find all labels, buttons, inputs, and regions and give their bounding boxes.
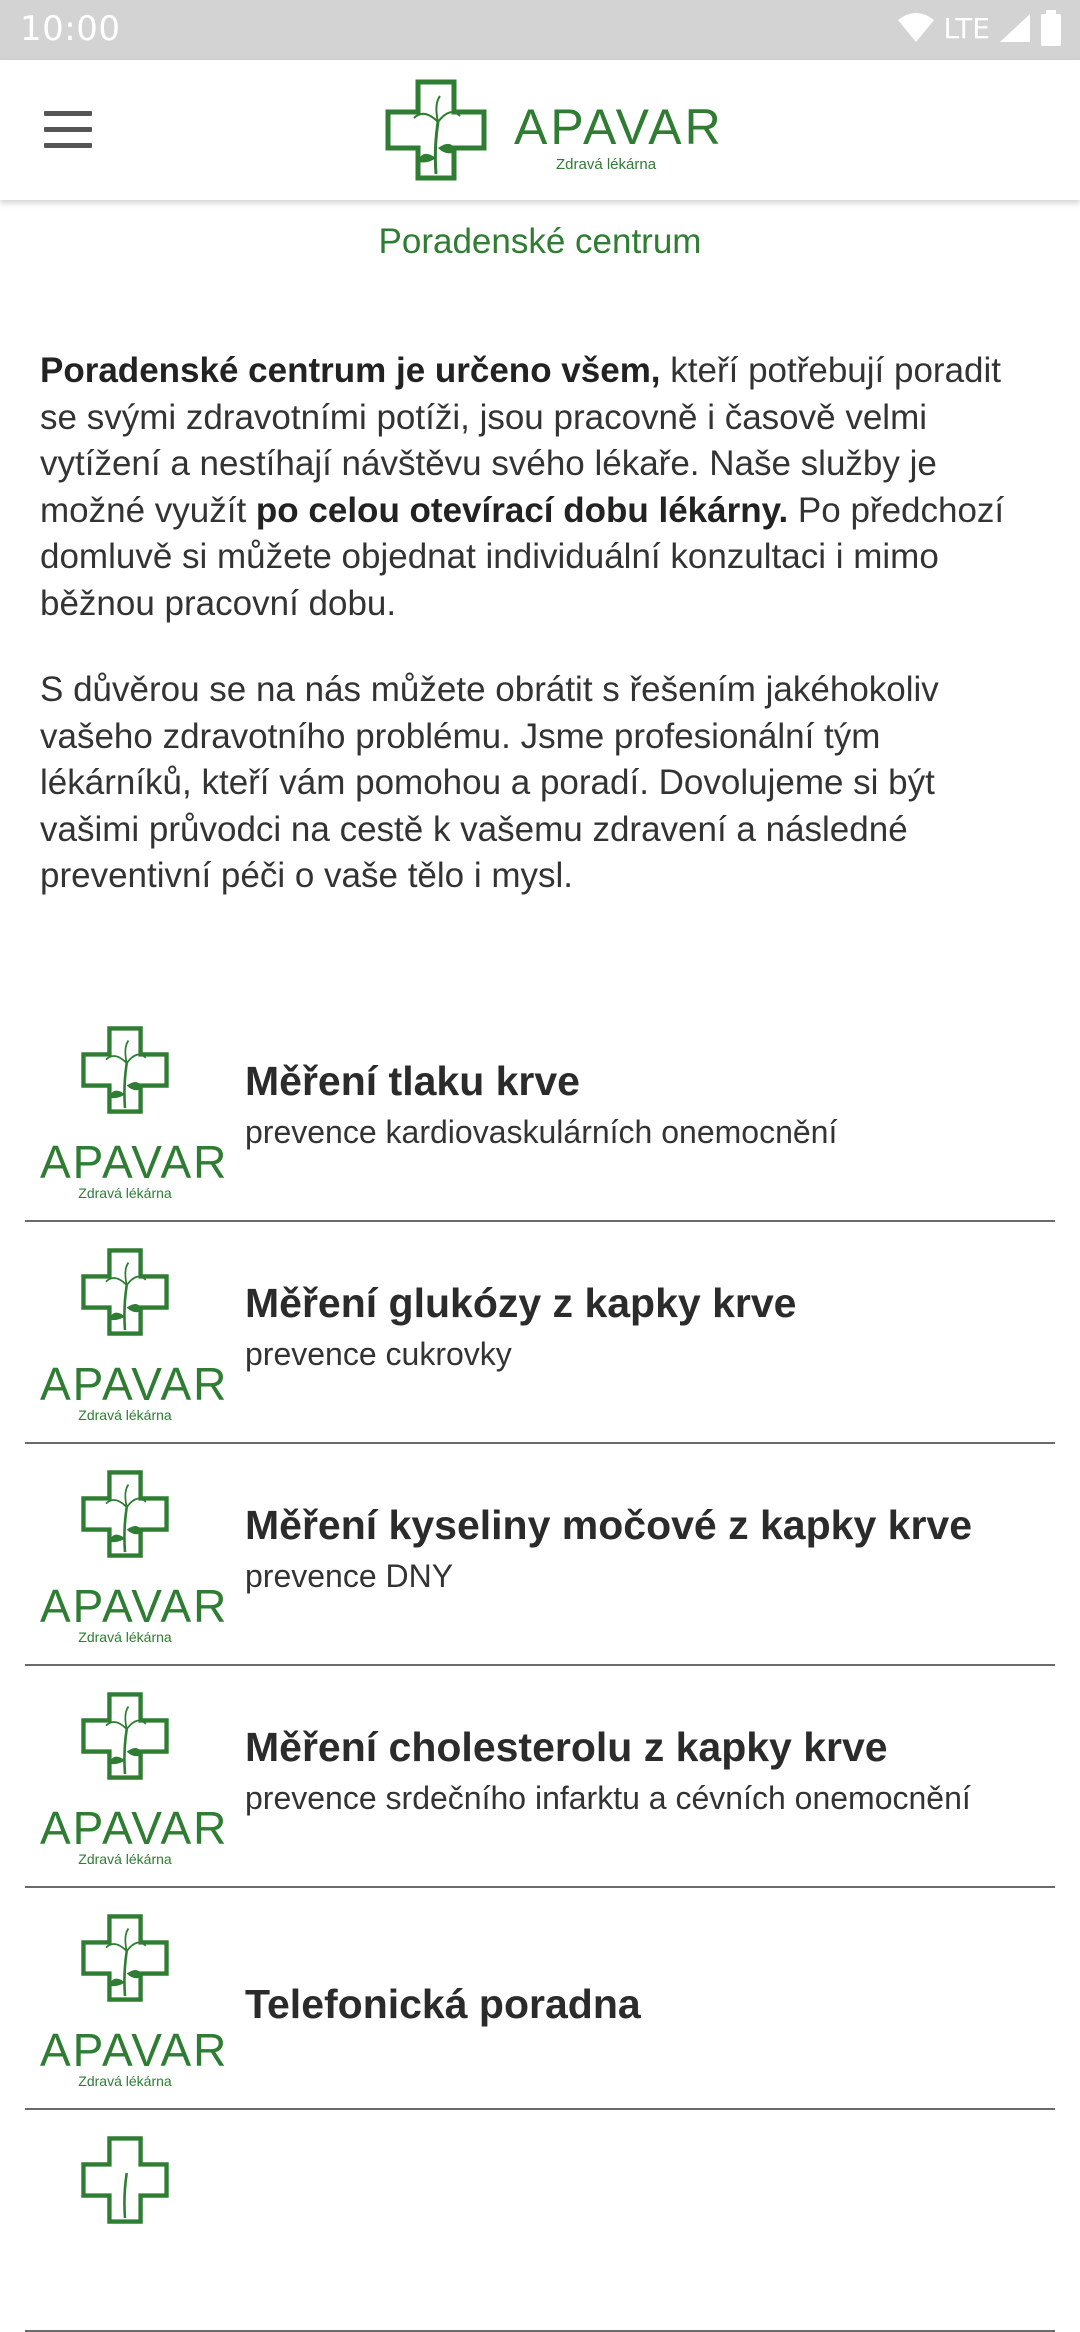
service-logo — [40, 1469, 229, 1645]
service-item-cholesterol[interactable] — [25, 1666, 1055, 1888]
intro-paragraph-2: S důvěrou se na nás můžete obrátit s řešením jakéhokoliv vašeho zdravotního problému. Jsme profesionální tým lékárníků, kteří vám pomohou a poradí. Dovolujeme si být vašimi průvodci na cestě k vašemu zdravení a následné preventivní péči o vaše tělo i mysl. — [40, 670, 939, 895]
status-icons — [897, 10, 1062, 46]
service-logo-brand: APAVAR — [40, 1802, 229, 1854]
services-list — [25, 1000, 1055, 2332]
service-logo-brand: APAVAR — [40, 1358, 229, 1410]
status-time: 10:00 — [20, 9, 121, 49]
menu-button[interactable] — [44, 111, 96, 151]
signal-icon — [998, 12, 1032, 44]
cross-logo-icon — [384, 78, 488, 182]
intro-bold-2: po celou otevírací dobu lékárny. — [255, 490, 789, 530]
service-logo — [40, 1913, 229, 2089]
brand-name: APAVAR — [514, 99, 724, 155]
header-logo[interactable] — [384, 78, 724, 184]
service-logo — [40, 1025, 229, 1201]
service-title: Telefonická poradna — [245, 1981, 641, 2027]
cross-logo-icon — [80, 1913, 170, 2003]
service-logo — [40, 2135, 210, 2305]
hamburger-icon — [44, 111, 92, 116]
service-subtitle: prevence srdečního infarktu a cévních onemocnění — [245, 1780, 971, 1816]
intro-paragraph-1 — [40, 348, 1040, 627]
wifi-icon — [897, 12, 935, 44]
service-title: Měření kyseliny močové z kapky krve — [245, 1502, 973, 1548]
hamburger-icon-line — [44, 127, 92, 132]
service-title: Měření cholesterolu z kapky krve — [245, 1724, 888, 1770]
cross-logo-icon — [80, 2135, 170, 2225]
brand-tagline: Zdravá lékárna — [556, 156, 657, 173]
cross-logo-icon — [80, 1025, 170, 1115]
service-logo-tagline: Zdravá lékárna — [78, 1851, 172, 1867]
intro-bold-1: Poradenské centrum je určeno všem, — [40, 351, 661, 390]
cross-logo-icon — [80, 1247, 170, 1337]
service-item-blood-pressure[interactable] — [25, 1000, 1055, 1222]
service-subtitle: prevence cukrovky — [245, 1336, 512, 1372]
page-title: Poradenské centrum — [378, 222, 702, 261]
status-bar — [0, 0, 1080, 60]
intro-text-2: Po předchozí domluvě si můžete objednat individuální konzultaci i mimo běžnou pracovní dobu. — [40, 490, 1005, 623]
service-logo-tagline: Zdravá lékárna — [78, 1629, 172, 1645]
cross-logo-icon — [80, 1469, 170, 1559]
service-subtitle: prevence kardiovaskulárních onemocnění — [245, 1114, 838, 1150]
intro-text-1: kteří potřebují poradit se svými zdravotními potíži, jsou pracovně i časově velmi vytížení a nestíhají návštěvu svého lékaře. Naše služby je možné využít — [40, 351, 1002, 530]
service-logo-tagline: Zdravá lékárna — [78, 1407, 172, 1423]
service-title: Měření glukózy z kapky krve — [245, 1280, 797, 1326]
network-type-label: LTE — [943, 11, 990, 45]
intro-text — [40, 348, 1040, 940]
app-bar — [0, 60, 1080, 200]
service-subtitle: prevence DNY — [245, 1558, 454, 1594]
cross-logo-icon — [80, 1691, 170, 1781]
service-logo-tagline: Zdravá lékárna — [78, 1185, 172, 1201]
service-title: Měření tlaku krve — [245, 1058, 580, 1104]
service-logo-brand: APAVAR — [40, 1136, 229, 1188]
service-item-partial[interactable] — [25, 2110, 1055, 2332]
service-item-glucose[interactable] — [25, 1222, 1055, 1444]
service-logo — [40, 1691, 229, 1867]
hamburger-icon-line — [44, 143, 92, 148]
service-item-phone-consultation[interactable] — [25, 1888, 1055, 2110]
service-item-uric-acid[interactable] — [25, 1444, 1055, 1666]
service-logo — [40, 1247, 229, 1423]
service-logo-brand: APAVAR — [40, 2024, 229, 2076]
service-logo-brand: APAVAR — [40, 1580, 229, 1632]
battery-icon — [1040, 10, 1062, 46]
service-logo-tagline: Zdravá lékárna — [78, 2073, 172, 2089]
